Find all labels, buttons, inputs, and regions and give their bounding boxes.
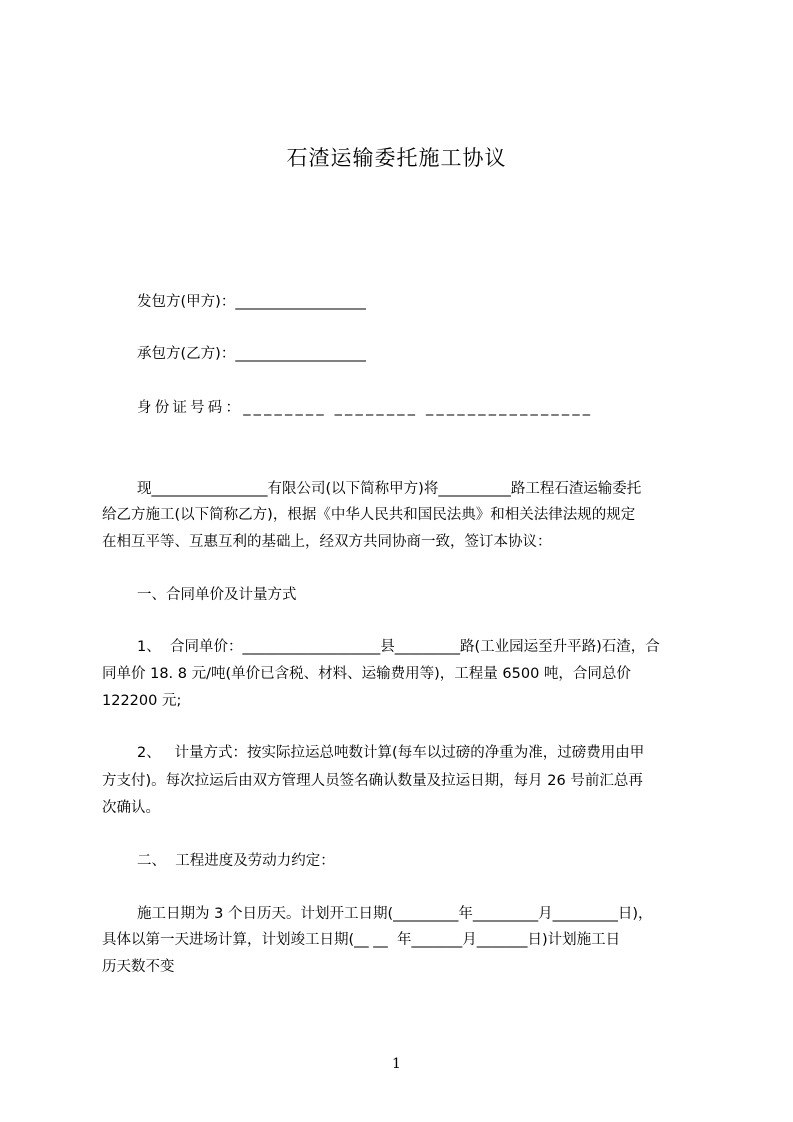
intro-line-2: 给乙方施工(以下简称乙方)，根据《中华人民共和国民法典》和相关法律法规的规定 xyxy=(102,507,636,523)
section-2-line-3: 历天数不变 xyxy=(102,959,175,975)
section-2-line-2: 具体以第一天进场计算，计划竣工日期(__ __ 年_______月_______日)计划施工日 xyxy=(102,932,621,948)
item-2-line-2: 方支付)。每次拉运后由双方管理人员签名确认数量及拉运日期，每月 26 号前汇总再 xyxy=(102,773,643,789)
section-2-heading: 二、 工程进度及劳动力约定： xyxy=(137,853,335,869)
intro-line-3: 在相互平等、互惠互利的基础上，经双方共同协商一致，签订本协议： xyxy=(102,534,552,550)
section-1-heading: 一、合同单价及计量方式 xyxy=(137,587,297,603)
item-1-line-3: 122200 元; xyxy=(102,693,182,709)
section-2-line-1: 施工日期为 3 个日历天。计划开工日期(_________年_________月_________日)， xyxy=(137,906,653,922)
intro-line-1: 现________________有限公司(以下简称甲方)将__________路工程石渣运输委托 xyxy=(137,481,642,497)
item-2-line-1: 2、 计量方式：按实际拉运总吨数计算(每车以过磅的净重为准，过磅费用由甲 xyxy=(137,745,645,761)
item-1-line-1: 1、 合同单价：___________________县_________路(工业园运至升平路)石渣，合 xyxy=(137,639,660,655)
item-2-line-3: 次确认。 xyxy=(102,800,160,816)
party-b-line: 承包方(乙方)：__________________ xyxy=(137,346,366,362)
document-title: 石渣运输委托施工协议 xyxy=(286,146,507,170)
page-number: 1 xyxy=(392,1056,401,1072)
item-1-line-2: 同单价 18. 8 元/吨(单价已含税、材料、运输费用等)，工程量 6500 吨，合同总价 xyxy=(102,666,631,682)
id-number-line: 身份证号码：________ ________ ________________ xyxy=(137,400,594,416)
party-a-line: 发包方(甲方)：__________________ xyxy=(137,294,366,310)
